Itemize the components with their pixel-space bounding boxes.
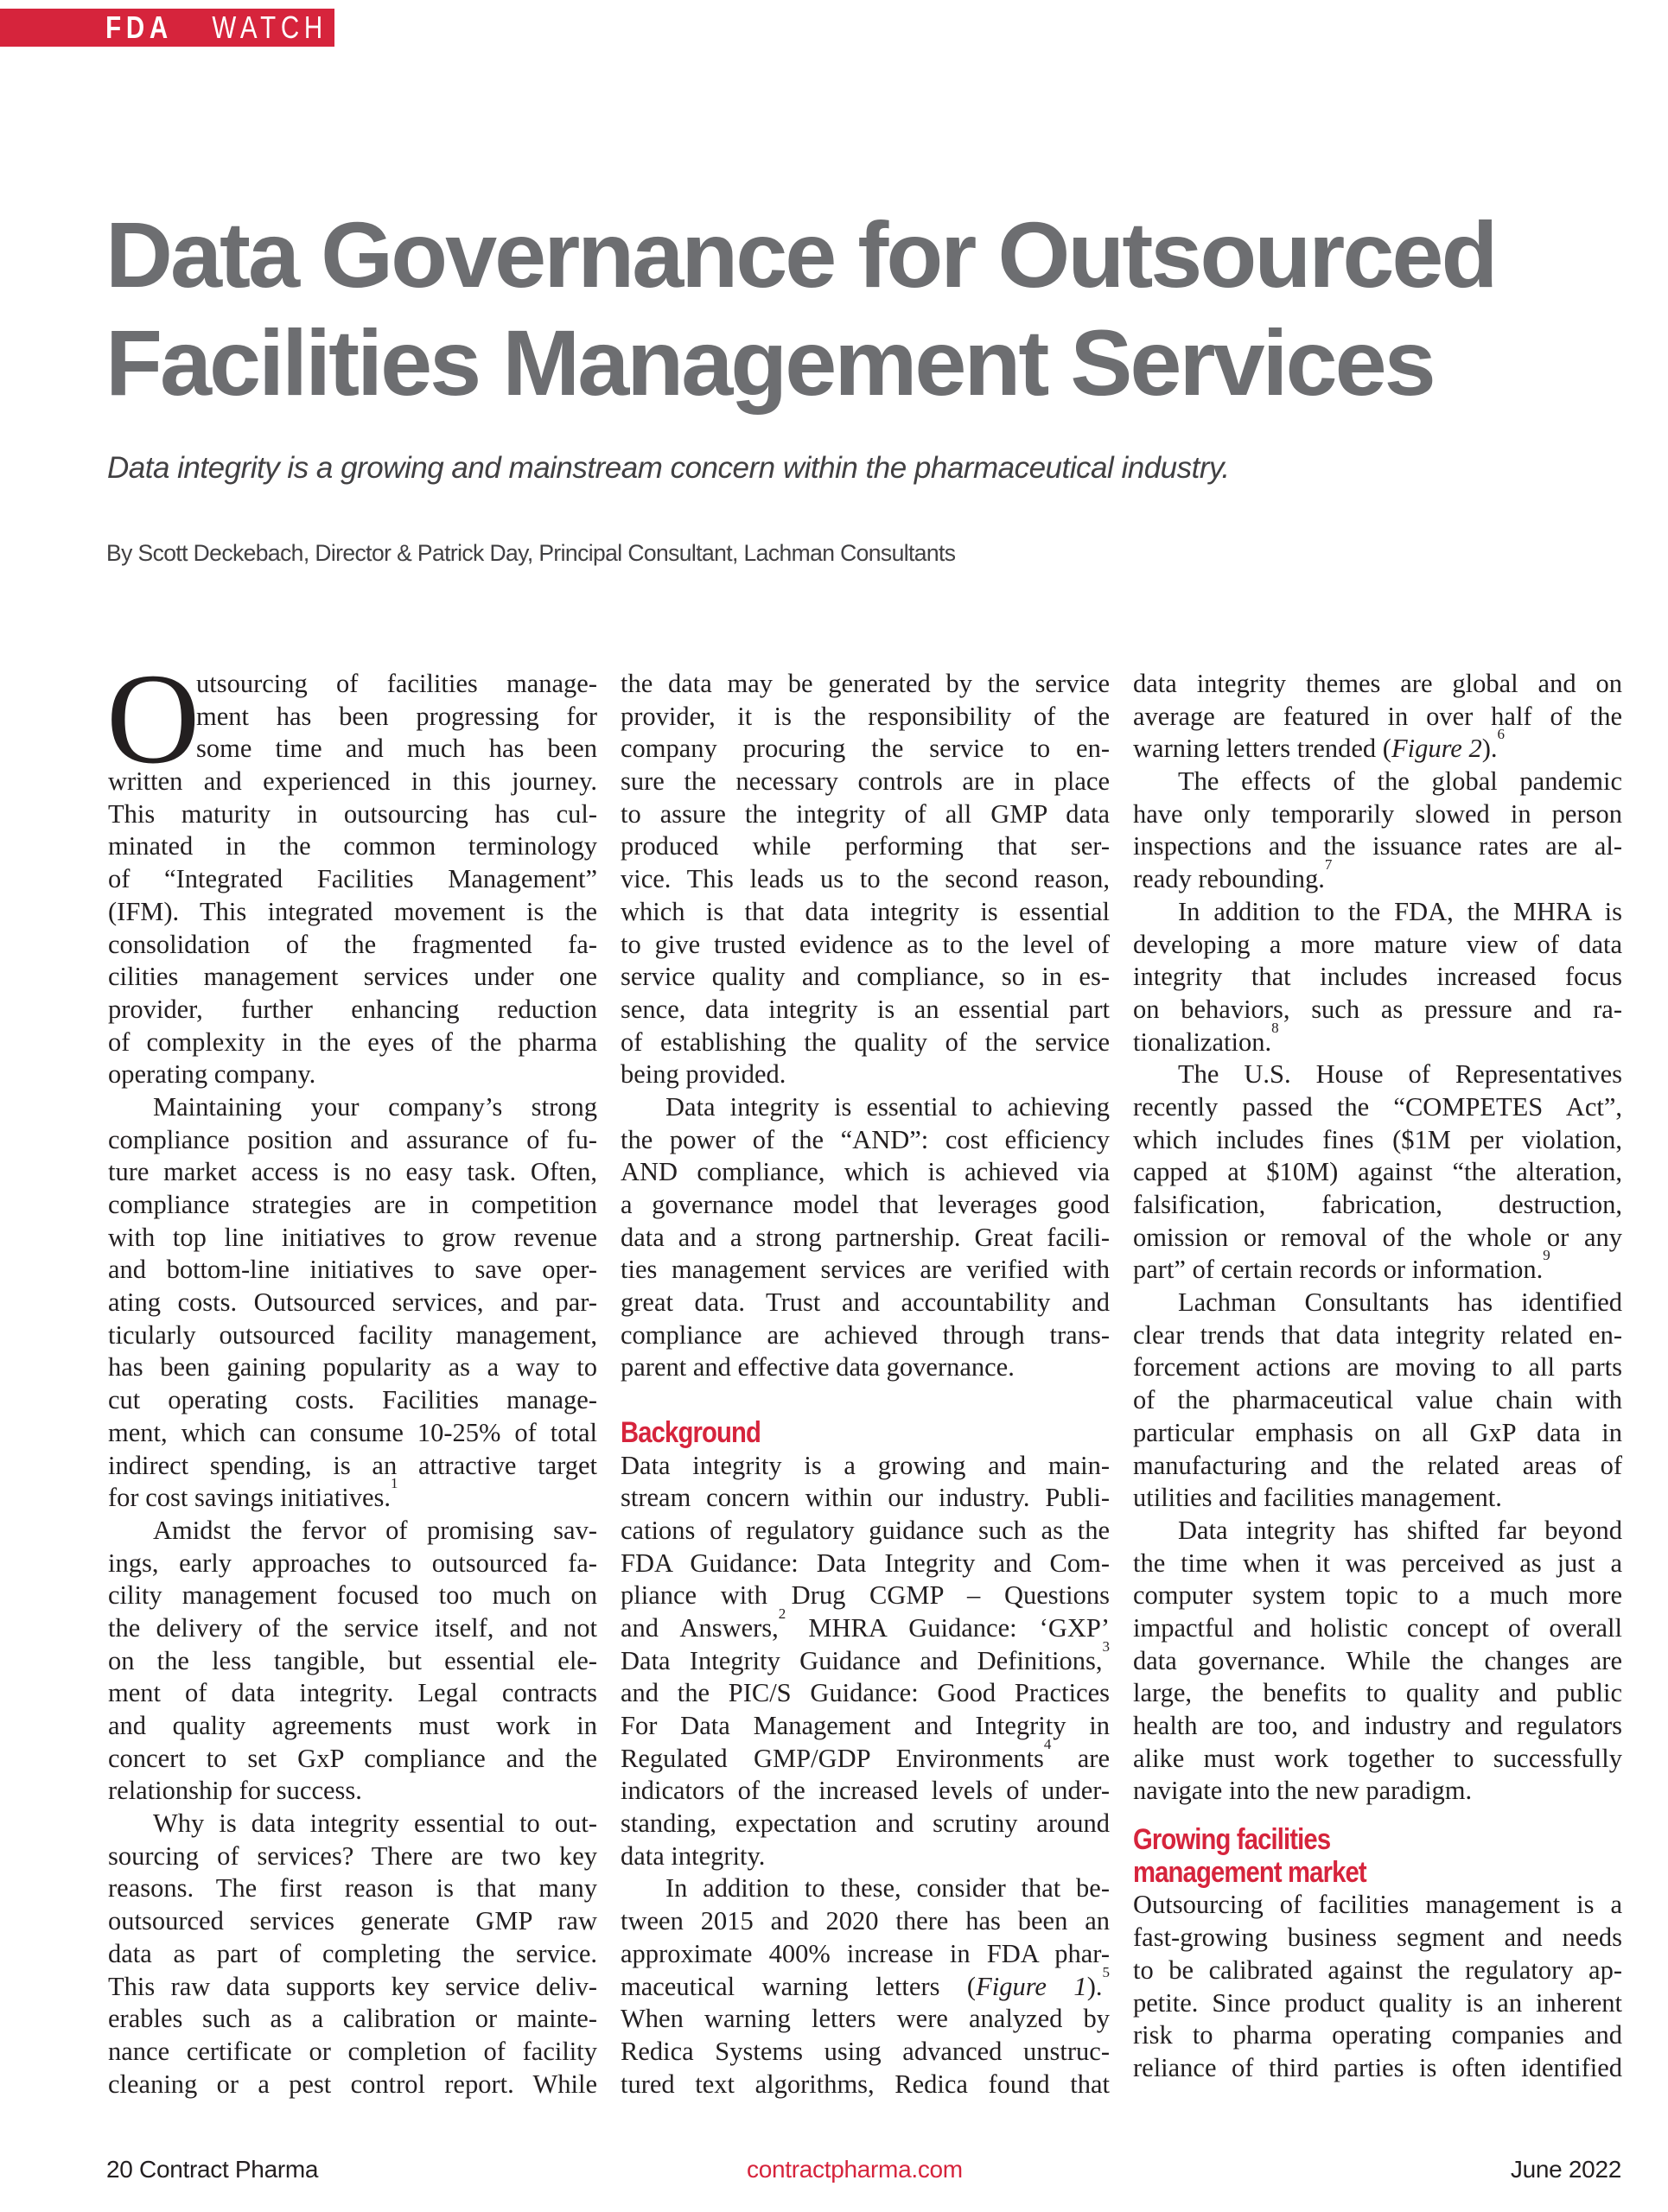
section-label-light: WATCH: [212, 10, 328, 45]
text-line: and quality agreements must work in: [108, 1711, 597, 1740]
text-line: FDA Guidance: Data Integrity and Com-: [621, 1548, 1110, 1578]
text-line: Data Integrity Guidance and Definitions,$^3$: [621, 1637, 1110, 1675]
text-line: large, the benefits to quality and public: [1133, 1678, 1622, 1708]
text-line: tured text algorithms, Redica found that: [621, 2069, 1110, 2099]
text-line: forcement actions are moving to all parts: [1133, 1352, 1622, 1382]
body-column-1: [106, 647, 597, 2101]
text-line: risk to pharma operating companies and: [1133, 2020, 1622, 2050]
text-line: Data integrity has shifted far beyond: [1178, 1515, 1622, 1545]
text-line: approximate 400% increase in FDA phar-: [621, 1938, 1110, 1968]
footnote-ref: 7: [1324, 856, 1333, 874]
section-heading-background: Background: [621, 1415, 761, 1449]
text-line: minated in the common terminology: [108, 831, 597, 861]
text-line: utsourcing of facilities manage-: [196, 669, 597, 698]
text-line: manufacturing and the related areas of: [1133, 1450, 1622, 1480]
text-line: on behaviors, such as pressure and ra-: [1133, 994, 1622, 1024]
text-line: with top line initiatives to grow revenue: [108, 1222, 597, 1252]
text-line: compliance strategies are in competition: [108, 1190, 597, 1219]
text-line: vice. This leads us to the second reason,: [621, 864, 1110, 894]
text-line: produced while performing that ser-: [621, 831, 1110, 861]
text-line: to give trusted evidence as to the level of: [621, 929, 1110, 959]
text-line: of “Integrated Facilities Management”: [108, 864, 597, 894]
footnote-ref: 3: [1102, 1637, 1110, 1655]
text-line: Amidst the fervor of promising sav-: [153, 1515, 597, 1545]
article-title: [105, 200, 1592, 416]
text-line: In addition to these, consider that be-: [665, 1873, 1110, 1904]
text-line: AND compliance, which is achieved via: [621, 1157, 1110, 1187]
text-line: consolidation of the fragmented fa-: [108, 929, 597, 959]
text-line: on the less tangible, but essential ele-: [108, 1645, 597, 1675]
text-line: Data integrity is essential to achieving: [665, 1091, 1110, 1122]
text-line: particular emphasis on all GxP data in: [1133, 1417, 1622, 1447]
drop-cap: O: [106, 647, 201, 791]
figure-ref: Figure 1: [976, 1971, 1087, 2001]
text-line: This raw data supports key service deliv-: [108, 1971, 597, 2001]
text-line: The U.S. House of Representatives: [1178, 1059, 1622, 1090]
text-line: a governance model that leverages good: [621, 1190, 1110, 1219]
title-line-2: Facilities Management Services: [105, 310, 1434, 415]
spacer: [1133, 1808, 1622, 1824]
footnote-ref: 1: [390, 1475, 398, 1492]
text-line: of establishing the quality of the service: [621, 1027, 1110, 1057]
text-line: Why is data integrity essential to out-: [153, 1808, 597, 1839]
footer-issue-date: June 2022: [1510, 2156, 1621, 2183]
text-line: tionalization.$^8$: [1133, 1019, 1279, 1057]
footnote-ref: 4: [1043, 1735, 1052, 1752]
text-line: written and experienced in this journey.: [108, 766, 597, 797]
text-line: outsourced services generate GMP raw: [108, 1906, 597, 1936]
text-line: cility management focused too much on: [108, 1580, 597, 1611]
text-line: tween 2015 and 2020 there has been an: [621, 1906, 1110, 1936]
text-line: the time when it was perceived as just a: [1133, 1548, 1622, 1578]
text-line: warning letters trended (Figure 2).$^6$: [1133, 726, 1506, 764]
text-line: falsification, fabrication, destruction,: [1133, 1190, 1622, 1219]
text-line: Lachman Consultants has identified: [1178, 1287, 1622, 1318]
text-line: ating costs. Outsourced services, and par-: [108, 1287, 597, 1318]
text-line: service quality and compliance, so in es-: [621, 962, 1110, 992]
footnote-ref: 5: [1102, 1963, 1110, 1980]
text-line: cations of regulatory guidance such as the: [621, 1515, 1110, 1545]
text-line: have only temporarily slowed in person: [1133, 798, 1622, 829]
footer-page-publication: 20 Contract Pharma: [106, 2156, 319, 2183]
text-line: ment of data integrity. Legal contracts: [108, 1678, 597, 1708]
text-line: ment has been progressing for: [196, 701, 597, 731]
text-line: company procuring the service to en-: [621, 734, 1110, 764]
text-line: impactful and holistic concept of overall: [1133, 1612, 1622, 1643]
footnote-ref: 2: [778, 1605, 786, 1622]
text-line: Outsourcing of facilities management is a: [1133, 1890, 1622, 1920]
text-line: fast-growing business segment and needs: [1133, 1923, 1622, 1953]
text-line: recently passed the “COMPETES Act”,: [1133, 1091, 1622, 1122]
text-line: which includes fines ($1M per violation,: [1133, 1124, 1622, 1154]
footnote-ref: 6: [1497, 726, 1506, 743]
text-line: stream concern within our industry. Publi-: [621, 1483, 1110, 1513]
text-line: ings, early approaches to outsourced fa-: [108, 1548, 597, 1578]
text-line: sourcing of services? There are two key: [108, 1840, 597, 1871]
text-line: navigate into the new paradigm.: [1133, 1776, 1473, 1806]
text-line: compliance are achieved through trans-: [621, 1319, 1110, 1350]
text-line: parent and effective data governance.: [621, 1352, 1015, 1382]
text-line: reasons. The first reason is that many: [108, 1873, 597, 1904]
text-line: alike must work together to successfully: [1133, 1743, 1622, 1773]
text-line: integrity that includes increased focus: [1133, 962, 1622, 992]
footnote-ref: 8: [1271, 1019, 1279, 1036]
section-heading-growing-line-2: management market: [1133, 1855, 1366, 1889]
text-line: part” of certain records or information.$^9$: [1133, 1247, 1550, 1285]
text-line: maceutical warning letters (Figure 1).$^5$: [621, 1963, 1110, 2001]
text-line: concert to set GxP compliance and the: [108, 1743, 597, 1773]
text-line: This maturity in outsourcing has cul-: [108, 798, 597, 829]
text-line: omission or removal of the whole or any: [1133, 1222, 1622, 1252]
section-heading-growing-line-1: Growing facilities: [1133, 1823, 1331, 1857]
body-column-3: [1133, 668, 1622, 2085]
text-line: clear trends that data integrity related en-: [1133, 1319, 1622, 1350]
text-line: which is that data integrity is essential: [621, 896, 1110, 926]
text-line: ticularly outsourced facility management,: [108, 1319, 597, 1350]
text-line: ture market access is no easy task. Often,: [108, 1157, 597, 1187]
text-line: Data integrity is a growing and main-: [621, 1450, 1110, 1480]
text-line: sure the necessary controls are in place: [621, 766, 1110, 797]
text-line: provider, it is the responsibility of the: [621, 701, 1110, 731]
text-line: Maintaining your company’s strong: [153, 1091, 597, 1122]
text-line: nance certificate or completion of facility: [108, 2036, 597, 2066]
text-line: the data may be generated by the service: [621, 669, 1110, 698]
text-line: cut operating costs. Facilities manage-: [108, 1385, 597, 1415]
text-line: for cost savings initiatives.$^1$: [108, 1475, 398, 1513]
text-line: indicators of the increased levels of under-: [621, 1776, 1110, 1806]
footer-website-link[interactable]: contractpharma.com: [747, 2156, 963, 2183]
text-line: great data. Trust and accountability and: [621, 1287, 1110, 1318]
text-line: and bottom-line initiatives to save oper-: [108, 1255, 597, 1285]
figure-ref: Figure 2: [1391, 734, 1482, 764]
text-line: of the pharmaceutical value chain with: [1133, 1385, 1622, 1415]
text-line: the power of the “AND”: cost efficiency: [621, 1124, 1110, 1154]
text-line: standing, expectation and scrutiny around: [621, 1808, 1110, 1839]
section-label-bold: FDA: [105, 10, 174, 45]
text-line: ready rebounding.$^7$: [1133, 856, 1333, 894]
text-line: reliance of third parties is often identified: [1133, 2052, 1622, 2082]
text-line: The effects of the global pandemic: [1178, 766, 1622, 797]
text-line: some time and much has been: [196, 734, 597, 764]
text-line: cleaning or a pest control report. While: [108, 2069, 597, 2099]
text-line: data as part of completing the service.: [108, 1938, 597, 1968]
text-line: petite. Since product quality is an inherent: [1133, 1987, 1622, 2018]
article-subtitle: Data integrity is a growing and mainstream concern within the pharmaceutical industry.: [107, 451, 1230, 485]
text-line: inspections and the issuance rates are al-: [1133, 831, 1622, 861]
text-line: being provided.: [621, 1059, 786, 1090]
text-line: data and a strong partnership. Great facili-: [621, 1222, 1110, 1252]
text-line: pliance with Drug CGMP – Questions: [621, 1580, 1110, 1611]
text-line: of complexity in the eyes of the pharma: [108, 1027, 597, 1057]
body-column-2: [621, 668, 1110, 2101]
text-line: sence, data integrity is an essential part: [621, 994, 1110, 1024]
text-line: (IFM). This integrated movement is the: [108, 896, 597, 926]
text-line: data integrity themes are global and on: [1133, 669, 1622, 698]
title-line-1: Data Governance for Outsourced: [105, 202, 1496, 307]
text-line: utilities and facilities management.: [1133, 1483, 1502, 1513]
text-line: relationship for success.: [108, 1776, 362, 1806]
text-line: and the PIC/S Guidance: Good Practices: [621, 1678, 1110, 1708]
section-banner: [0, 9, 334, 47]
text-line: has been gaining popularity as a way to: [108, 1352, 597, 1382]
text-line: erables such as a calibration or mainte-: [108, 2004, 597, 2034]
text-line: developing a more mature view of data: [1133, 929, 1622, 959]
text-line: data governance. While the changes are: [1133, 1645, 1622, 1675]
text-line: to be calibrated against the regulatory ap-: [1133, 1955, 1622, 1985]
text-line: When warning letters were analyzed by: [621, 2004, 1110, 2034]
text-line: For Data Management and Integrity in: [621, 1711, 1110, 1741]
text-line: and Answers,$^2$ MHRA Guidance: ‘GXP’: [621, 1605, 1111, 1643]
text-line: cilities management services under one: [108, 962, 597, 992]
text-line: Redica Systems using advanced unstruc-: [621, 2036, 1110, 2066]
text-line: compliance position and assurance of fu-: [108, 1124, 597, 1154]
text-line: data integrity.: [621, 1840, 766, 1871]
article-byline: By Scott Deckebach, Director & Patrick Day, Principal Consultant, Lachman Consultants: [106, 540, 956, 566]
text-line: In addition to the FDA, the MHRA is: [1178, 896, 1622, 926]
text-line: ties management services are verified with: [621, 1255, 1110, 1285]
text-line: indirect spending, is an attractive target: [108, 1450, 597, 1480]
text-line: ment, which can consume 10-25% of total: [108, 1417, 597, 1447]
text-line: average are featured in over half of the: [1133, 701, 1622, 731]
text-line: computer system topic to a much more: [1133, 1580, 1622, 1611]
text-line: operating company.: [108, 1059, 316, 1090]
text-line: provider, further enhancing reduction: [108, 994, 597, 1024]
text-line: to assure the integrity of all GMP data: [621, 798, 1110, 829]
text-line: Regulated GMP/GDP Environments$^4$ are: [621, 1735, 1110, 1773]
text-line: capped at $10M) against “the alteration,: [1133, 1157, 1622, 1187]
spacer: [621, 1384, 1110, 1417]
text-line: the delivery of the service itself, and not: [108, 1612, 597, 1643]
footnote-ref: 9: [1543, 1247, 1550, 1264]
text-line: health are too, and industry and regulators: [1133, 1711, 1622, 1740]
